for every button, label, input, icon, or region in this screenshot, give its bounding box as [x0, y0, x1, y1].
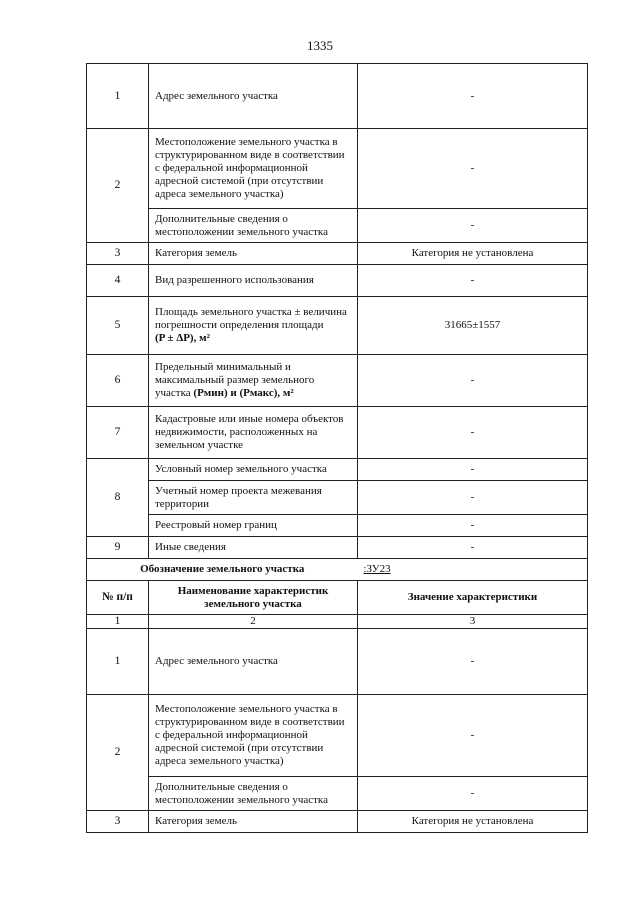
characteristic-label: Местоположение земельного участка в структурированном виде в соответствии с федеральной информационной адресной системой (при отсутствии адреса земельного участка): [149, 129, 358, 209]
table-row: [87, 811, 588, 833]
characteristic-value: Категория не установлена: [358, 243, 588, 265]
characteristic-label: Дополнительные сведения о местоположении земельного участка: [149, 777, 358, 811]
table-row: [87, 777, 588, 811]
table-row: [87, 515, 588, 537]
characteristic-label: Условный номер земельного участка: [149, 459, 358, 481]
characteristic-value: -: [358, 355, 588, 407]
table-row: [87, 407, 588, 459]
designation-code: :ЗУ23: [363, 563, 391, 575]
characteristic-label: Кадастровые или иные номера объектов недвижимости, расположенных на земельном участке: [149, 407, 358, 459]
table-row: [87, 459, 588, 481]
row-number: 2: [87, 129, 149, 243]
table-row: [87, 243, 588, 265]
land-plot-table: [86, 63, 588, 833]
characteristic-value: -: [358, 459, 588, 481]
label-formula: (P ± ΔP), м²: [155, 332, 210, 344]
characteristic-value: -: [358, 695, 588, 777]
row-number: 1: [87, 629, 149, 695]
label-formula: (Pмин) и (Pмакс), м²: [193, 387, 294, 399]
table-row: [87, 265, 588, 297]
characteristic-label: Вид разрешенного использования: [149, 265, 358, 297]
characteristic-value: -: [358, 481, 588, 515]
characteristic-label: Иные сведения: [149, 537, 358, 559]
row-number: 8: [87, 459, 149, 537]
characteristic-value: -: [358, 265, 588, 297]
header-value: Значение характеристики: [358, 581, 588, 615]
index-1: 1: [87, 615, 149, 629]
table-row: [87, 629, 588, 695]
characteristic-label: Учетный номер проекта межевания территории: [149, 481, 358, 515]
characteristic-label: Категория земель: [149, 243, 358, 265]
designation-label: Обозначение земельного участка: [87, 559, 358, 581]
characteristic-label: [149, 355, 358, 407]
characteristic-label: Дополнительные сведения о местоположении земельного участка: [149, 209, 358, 243]
table-row: [87, 695, 588, 777]
characteristic-value: -: [358, 407, 588, 459]
row-number: 4: [87, 265, 149, 297]
designation-row: [87, 559, 588, 581]
designation-value: [358, 559, 588, 581]
table-row: [87, 481, 588, 515]
characteristic-value: -: [358, 129, 588, 209]
header-characteristic: Наименование характеристик земельного участка: [149, 581, 358, 615]
table-row: [87, 64, 588, 129]
characteristic-value: -: [358, 515, 588, 537]
header-number: № п/п: [87, 581, 149, 615]
row-number: 5: [87, 297, 149, 355]
characteristic-value: -: [358, 64, 588, 129]
table-row: [87, 209, 588, 243]
table-row: [87, 355, 588, 407]
row-number: 6: [87, 355, 149, 407]
characteristic-value: -: [358, 209, 588, 243]
header-row: [87, 581, 588, 615]
characteristic-value: 31665±1557: [358, 297, 588, 355]
row-number: 2: [87, 695, 149, 811]
characteristic-value: Категория не установлена: [358, 811, 588, 833]
characteristic-value: -: [358, 629, 588, 695]
index-2: 2: [149, 615, 358, 629]
characteristic-label: Категория земель: [149, 811, 358, 833]
page-number: 1335: [307, 38, 333, 53]
characteristic-value: -: [358, 777, 588, 811]
row-number: 9: [87, 537, 149, 559]
characteristic-label: Местоположение земельного участка в структурированном виде в соответствии с федеральной информационной адресной системой (при отсутствии адреса земельного участка): [149, 695, 358, 777]
characteristic-label: Реестровый номер границ: [149, 515, 358, 537]
characteristic-label: [149, 297, 358, 355]
row-number: 3: [87, 811, 149, 833]
row-number: 3: [87, 243, 149, 265]
table-row: [87, 129, 588, 209]
index-row: [87, 615, 588, 629]
row-number: 7: [87, 407, 149, 459]
table-row: [87, 537, 588, 559]
label-line: Площадь земельного участка ± величина погрешности определения площади: [155, 306, 347, 331]
characteristic-label: Адрес земельного участка: [149, 629, 358, 695]
label-line: Предельный минимальный и максимальный размер земельного участка: [155, 361, 315, 399]
index-3: 3: [358, 615, 588, 629]
row-number: 1: [87, 64, 149, 129]
characteristic-value: -: [358, 537, 588, 559]
characteristic-label: Адрес земельного участка: [149, 64, 358, 129]
table-row: [87, 297, 588, 355]
